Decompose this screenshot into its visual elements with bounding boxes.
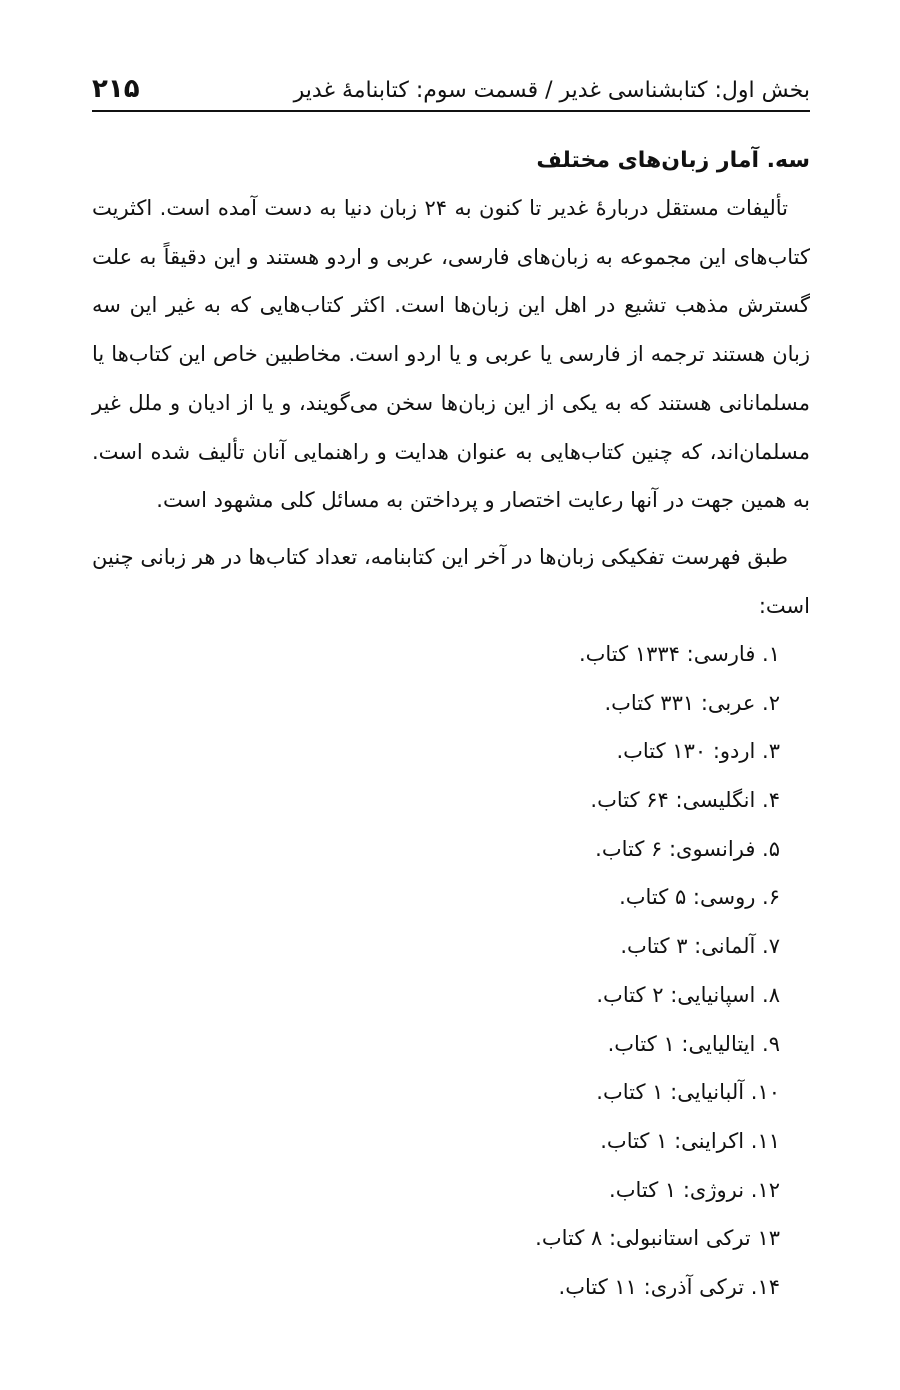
- list-item: ۹. ایتالیایی: ۱ کتاب.: [607, 1031, 780, 1056]
- list-item: ۱۰. آلبانیایی: ۱ کتاب.: [596, 1080, 780, 1105]
- book-page: [92, 0, 810, 1390]
- page-number: ۲۱۵: [92, 74, 140, 104]
- list-item: ۶. روسی: ۵ کتاب.: [619, 885, 780, 910]
- paragraph-intro: تألیفات مستقل دربارهٔ غدیر تا کنون به ۲۴ زبان دنیا به دست آمده است. اکثریت کتاب‌های این مجموعه به زبان‌های فارسی، عربی و اردو هستند و این دقیقاً به علت گسترش مذهب تشیع در اهل این زبان‌ها است. اکثر کتاب‌هایی که به غیر این سه زبان هستند ترجمه از فارسی یا عربی و یا اردو است. مخاطبین خاص این کتاب‌ها یا مسلمانانی هستند که به یکی از این زبان‌ها سخن می‌گویند، و یا از ادیان و ملل غیر مسلمان‌اند، که چنین کتاب‌هایی به عنوان هدایت و راهنمایی آنان تألیف شده است. به همین جهت در آنها رعایت اختصار و پرداختن به مسائل کلی مشهود است.: [92, 196, 810, 513]
- list-item: ۴. انگلیسی: ۶۴ کتاب.: [590, 788, 780, 813]
- running-title: بخش اول: کتابشناسی غدیر / قسمت سوم: کتابنامهٔ غدیر: [293, 78, 810, 103]
- section-heading: سه. آمار زبان‌های مختلف: [536, 148, 810, 173]
- list-item: ۲. عربی: ۳۳۱ کتاب.: [604, 690, 780, 715]
- list-item: ۸. اسپانیایی: ۲ کتاب.: [596, 982, 780, 1007]
- page-header: [92, 70, 810, 112]
- list-item: ۳. اردو: ۱۳۰ کتاب.: [616, 739, 780, 764]
- paragraph-list-intro: طبق فهرست تفکیکی زبان‌ها در آخر این کتابنامه، تعداد کتاب‌ها در هر زبانی چنین است:: [92, 544, 810, 618]
- list-item: ۱۲. نروژی: ۱ کتاب.: [609, 1177, 780, 1202]
- list-item: ۷. آلمانی: ۳ کتاب.: [620, 934, 780, 959]
- list-item: ۱. فارسی: ۱۳۳۴ کتاب.: [578, 642, 780, 666]
- body-text: [92, 184, 810, 630]
- list-item: ۱۳ ترکی استانبولی: ۸ کتاب.: [535, 1226, 780, 1251]
- list-item: ۱۴. ترکی آذری: ۱۱ کتاب.: [558, 1274, 780, 1299]
- list-item: ۵. فرانسوی: ۶ کتاب.: [595, 836, 780, 861]
- language-list: [535, 630, 780, 1312]
- list-item: ۱۱. اکراینی: ۱ کتاب.: [600, 1128, 780, 1153]
